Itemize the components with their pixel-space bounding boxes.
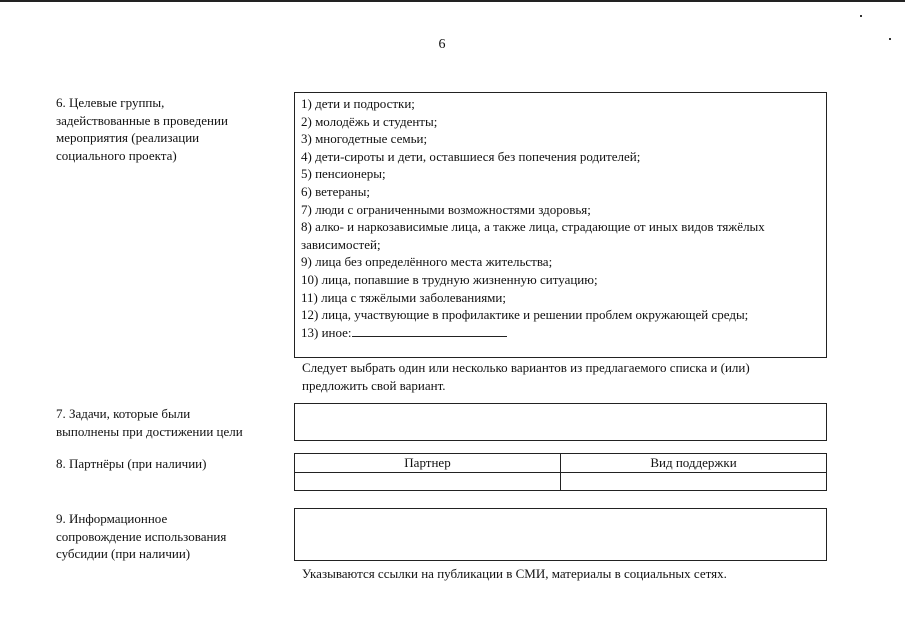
section-9-note: Указываются ссылки на публикации в СМИ, материалы в социальных сетях.: [302, 566, 727, 581]
column-header-partner: Партнер: [295, 454, 561, 473]
target-group-item: 9) лица без определённого места жительства;: [301, 254, 553, 270]
table-header-row: [295, 454, 827, 473]
target-group-item: 1) дети и подростки;: [301, 96, 415, 111]
target-group-item: 11) лица с тяжёлыми заболеваниями;: [301, 289, 506, 305]
section-8-label: 8. Партнёры (при наличии): [56, 456, 207, 471]
info-support-field[interactable]: [294, 508, 827, 561]
top-border-line: [0, 0, 905, 2]
target-group-item: 10) лица, попавшие в трудную жизненную ситуацию;: [301, 271, 598, 287]
scan-speck: [889, 38, 891, 40]
tasks-field[interactable]: [294, 403, 827, 441]
target-group-item: 3) многодетные семьи;: [301, 131, 428, 147]
column-header-support-type: Вид поддержки: [561, 454, 827, 473]
target-groups-list: [294, 92, 827, 358]
target-group-item: 12) лица, участвующие в профилактике и решении проблем окружающей среды;: [301, 307, 749, 323]
target-group-item: 4) дети-сироты и дети, оставшиеся без попечения родителей;: [301, 148, 641, 164]
partner-cell[interactable]: [295, 472, 561, 490]
other-blank-line[interactable]: [352, 324, 507, 337]
scan-speck: [860, 15, 862, 17]
partners-table: [294, 453, 827, 491]
target-group-item: 2) молодёжь и студенты;: [301, 113, 438, 129]
other-label: 13) иное:: [301, 324, 352, 340]
target-group-item: 7) люди с ограниченными возможностями здоровья;: [301, 201, 591, 217]
page-number: 6: [438, 37, 446, 52]
target-group-item-other: [301, 324, 820, 342]
target-group-item: 8) алко- и наркозависимые лица, а также лица, страдающие от иных видов тяжёлых зависимостей;: [301, 219, 765, 252]
target-group-item: 6) ветераны;: [301, 183, 370, 199]
support-type-cell[interactable]: [561, 472, 827, 490]
target-group-item: 5) пенсионеры;: [301, 166, 386, 182]
table-row: [295, 472, 827, 490]
section-6-note: Следует выбрать один или несколько вариантов из предлагаемого списка и (или) предложить свой вариант.: [302, 360, 750, 393]
section-6-label: 6. Целевые группы, задействованные в проведении мероприятия (реализации социального проекта): [56, 95, 228, 163]
section-9-label: 9. Информационное сопровождение использования субсидии (при наличии): [56, 511, 227, 562]
section-7-label: 7. Задачи, которые были выполнены при достижении цели: [56, 406, 243, 439]
